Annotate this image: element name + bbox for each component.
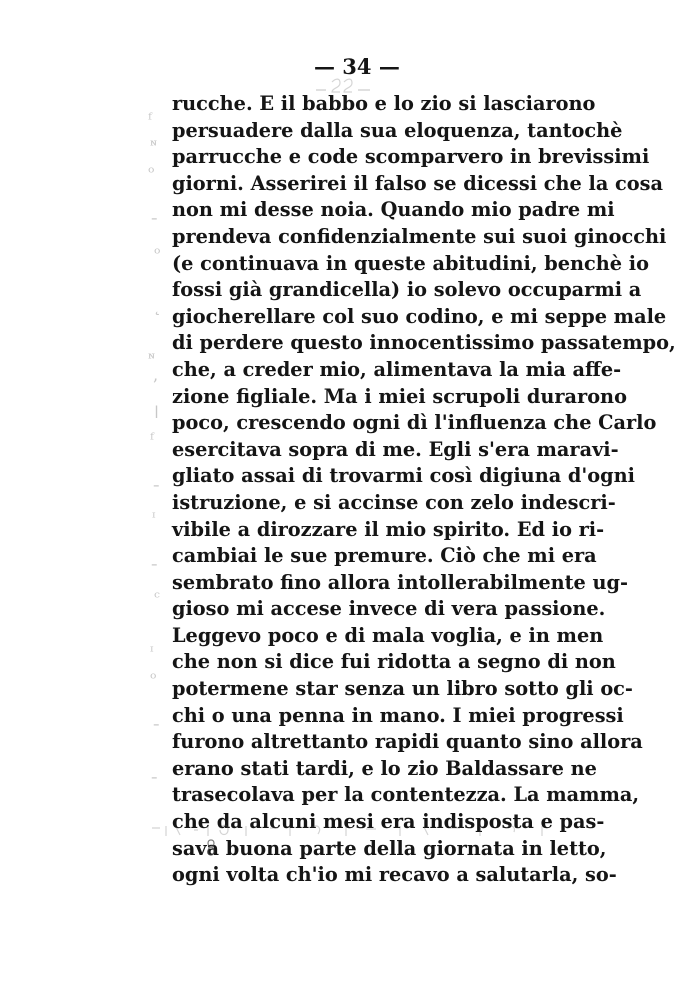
text-line: Leggevo poco e di mala voglia, e in men [172,623,604,647]
text-line: gliato assai di trovarmi così digiuna d'ogni [172,464,635,488]
text-line: (e continuava in queste abitudini, benchè io [172,251,649,275]
text-line: giocherellare col suo codino, e mi seppe male [172,304,667,328]
show-through-left-9: ǀ [154,403,160,423]
show-through-left-3: ᵒ [148,163,155,183]
text-line: vibile a dirozzare il mio spirito. Ed io ri- [172,517,605,541]
show-through-left-17: ˉ [152,722,161,742]
show-through-left-6: ˛ [153,297,162,317]
show-through-left-5: ᵒ [154,244,161,264]
show-through-left-1: ᶠ [148,110,152,130]
text-line: gioso mi accese invece di vera passione. [172,597,606,621]
text-line: sembrato fino allora intollerabilmente ug- [172,570,628,594]
show-through-left-18: ˉ [150,775,159,795]
text-line: persuadere dalla sua eloquenza, tantochè [172,118,623,142]
text-line: poco, crescendo ogni dì l'influenza che Carlo [172,411,657,435]
text-line: cambiai le sue premure. Ciò che mi era [172,544,597,568]
show-through-left-15: ᶦ [150,642,154,662]
text-line: erano stati tardi, e lo zio Baldassare ne [172,756,597,780]
text-line: sava buona parte della giornata in letto, [172,836,607,860]
show-through-left-4: ˉ [150,216,159,236]
text-line: che da alcuni mesi era indisposta e pas- [172,810,605,834]
show-through-left-7: ᶰ [148,349,155,369]
text-line: esercitava sopra di me. Egli s'era maravi- [172,437,619,461]
text-line: rucche. E il babbo e lo zio si lasciarono [172,92,596,115]
text-line: parrucche e code scomparvero in brevissimi [172,145,650,169]
show-through-left-14: ᶜ [154,588,160,608]
text-line: che non si dice fui ridotta a segno di non [172,650,616,674]
show-through-mark-foot [206,838,216,858]
show-through-left-10: ᶠ [150,430,154,450]
page-number: — 34 — [314,54,400,79]
text-line: giorni. Asserirei il falso se dicessi che la cosa [172,171,663,195]
body-text [172,91,676,889]
show-through-left-11: ˉ [152,483,161,503]
text-line: furono altrettanto rapidi quanto sino allora [172,730,643,754]
show-through-left-13: ˉ [150,562,159,582]
text-line: potermene star senza un libro sotto gli oc- [172,677,633,701]
show-through-left-16: ᵒ [150,669,157,689]
text-line: di perdere questo innocentissimo passatempo, [172,331,676,355]
text-line: chi o una penna in mano. I miei progressi [172,703,624,727]
text-line: che, a creder mio, alimentava la mia affe- [172,357,622,381]
text-line: prendeva confidenzialmente sui suoi ginocchi [172,224,667,248]
text-line: ogni volta ch'io mi recavo a salutarla, so- [172,863,617,887]
show-through-left-2: ᶰ [150,136,157,156]
text-line: istruzione, e si accinse con zelo indescri- [172,490,616,514]
text-line: trasecolava per la contentezza. La mamma, [172,783,640,807]
text-line: zione figliale. Ma i miei scrupoli durarono [172,384,627,408]
show-through-left-8: ʼ [152,376,158,396]
text-line: non mi desse noia. Quando mio padre mi [172,198,615,222]
text-line: fossi già grandicella) io solevo occuparmi a [172,278,642,302]
show-through-left-12: ᶦ [152,508,156,528]
